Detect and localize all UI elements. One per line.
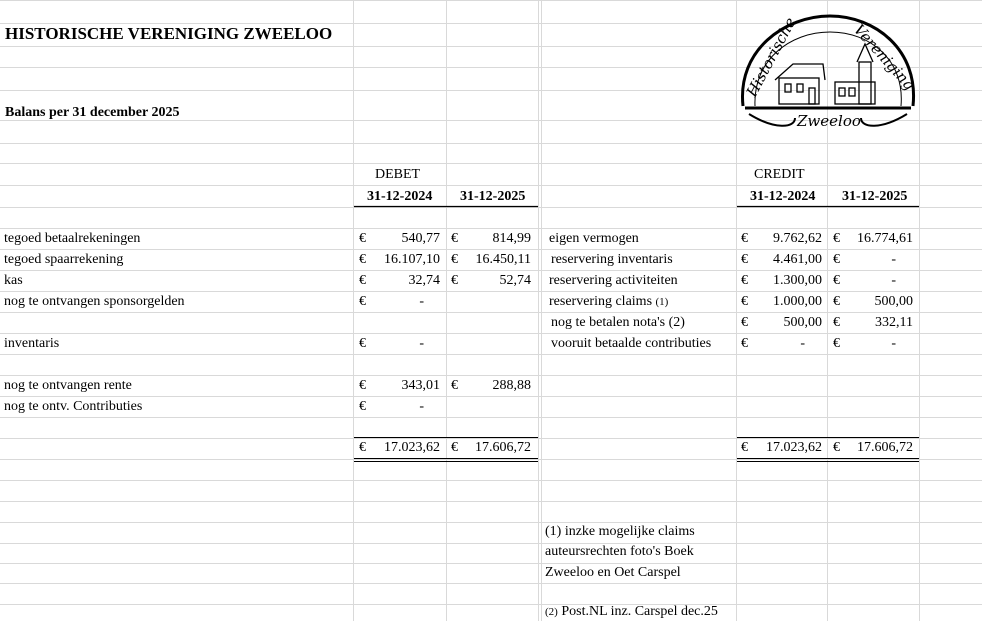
- credit-value-2024: -: [800, 336, 805, 351]
- footnote-ref: (1): [655, 296, 669, 308]
- euro-sign: €: [741, 440, 748, 455]
- logo-text-left: Historische: [742, 14, 800, 100]
- debet-col-2024: 31-12-2024: [367, 189, 433, 204]
- credit-value-2025: -: [891, 273, 896, 288]
- credit-value-2024: 500,00: [783, 315, 822, 330]
- logo-text-bottom: Zweeloo: [797, 112, 861, 130]
- debet-label: inventaris: [4, 336, 60, 351]
- debet-value-2024: 16.107,10: [384, 252, 440, 267]
- credit-label: reservering inventaris: [551, 252, 673, 267]
- debet-value-2024: -: [419, 336, 424, 351]
- credit-label: [549, 293, 668, 311]
- euro-sign: €: [451, 440, 458, 455]
- debet-value-2025: 288,88: [492, 378, 531, 393]
- euro-sign: €: [833, 440, 840, 455]
- euro-sign: €: [451, 231, 458, 246]
- euro-sign: €: [833, 315, 840, 330]
- debet-total-2024: 17.023,62: [384, 440, 440, 455]
- euro-sign: €: [359, 440, 366, 455]
- debet-value-2024: -: [419, 294, 424, 309]
- credit-col-2024: 31-12-2024: [750, 189, 816, 204]
- debet-label: tegoed spaarrekening: [4, 252, 124, 267]
- debet-label: nog te ontvangen sponsorgelden: [4, 294, 185, 309]
- footnote-1-line-2: auteursrechten foto's Boek: [545, 544, 694, 559]
- euro-sign: €: [741, 273, 748, 288]
- euro-sign: €: [451, 252, 458, 267]
- euro-sign: €: [833, 252, 840, 267]
- credit-col-2025: 31-12-2025: [842, 189, 908, 204]
- credit-value-2024: 4.461,00: [773, 252, 822, 267]
- credit-label-text: reservering claims: [549, 294, 653, 309]
- society-logo: [735, 10, 921, 132]
- euro-sign: €: [741, 231, 748, 246]
- euro-sign: €: [359, 252, 366, 267]
- euro-sign: €: [833, 231, 840, 246]
- euro-sign: €: [741, 294, 748, 309]
- euro-sign: €: [359, 231, 366, 246]
- debet-label: nog te ontvangen rente: [4, 378, 132, 393]
- debet-value-2024: 343,01: [401, 378, 440, 393]
- debet-value-2025: 16.450,11: [475, 252, 531, 267]
- debet-value-2024: 32,74: [408, 273, 440, 288]
- euro-sign: €: [741, 315, 748, 330]
- debet-col-2025: 31-12-2025: [460, 189, 526, 204]
- credit-label: eigen vermogen: [549, 231, 639, 246]
- page-title: HISTORISCHE VERENIGING ZWEELOO: [5, 24, 333, 43]
- euro-sign: €: [451, 378, 458, 393]
- balance-subtitle: Balans per 31 december 2025: [5, 105, 180, 120]
- euro-sign: €: [359, 294, 366, 309]
- footnote-2: [545, 603, 718, 621]
- euro-sign: €: [833, 294, 840, 309]
- footnote-1-line-3: Zweeloo en Oet Carspel: [545, 565, 681, 580]
- debet-value-2025: 52,74: [499, 273, 531, 288]
- footnote-2-text: Post.NL inz. Carspel dec.25: [561, 604, 718, 619]
- logo-text-right: Vereniging: [850, 20, 919, 94]
- debet-total-2025: 17.606,72: [475, 440, 531, 455]
- debet-label: nog te ontv. Contributies: [4, 399, 143, 414]
- credit-value-2024: 9.762,62: [773, 231, 822, 246]
- credit-total-2025: 17.606,72: [857, 440, 913, 455]
- credit-value-2025: 16.774,61: [857, 231, 913, 246]
- euro-sign: €: [833, 273, 840, 288]
- euro-sign: €: [833, 336, 840, 351]
- credit-value-2025: 500,00: [874, 294, 913, 309]
- euro-sign: €: [451, 273, 458, 288]
- euro-sign: €: [741, 336, 748, 351]
- debet-label: tegoed betaalrekeningen: [4, 231, 141, 246]
- credit-value-2025: -: [891, 252, 896, 267]
- euro-sign: €: [359, 273, 366, 288]
- footnote-2-ref: (2): [545, 606, 558, 618]
- credit-label: nog te betalen nota's (2): [551, 315, 685, 330]
- debet-value-2024: -: [419, 399, 424, 414]
- credit-header: CREDIT: [754, 167, 805, 182]
- euro-sign: €: [359, 378, 366, 393]
- euro-sign: €: [741, 252, 748, 267]
- debet-value-2024: 540,77: [401, 231, 440, 246]
- debet-label: kas: [4, 273, 23, 288]
- credit-value-2024: 1.000,00: [773, 294, 822, 309]
- credit-total-2024: 17.023,62: [766, 440, 822, 455]
- credit-label: reservering activiteiten: [549, 273, 678, 288]
- credit-label: vooruit betaalde contributies: [551, 336, 712, 351]
- footnote-1-line-1: (1) inzke mogelijke claims: [545, 524, 695, 539]
- credit-value-2025: 332,11: [875, 315, 913, 330]
- debet-value-2025: 814,99: [492, 231, 531, 246]
- euro-sign: €: [359, 399, 366, 414]
- euro-sign: €: [359, 336, 366, 351]
- credit-value-2025: -: [891, 336, 896, 351]
- credit-value-2024: 1.300,00: [773, 273, 822, 288]
- debet-header: DEBET: [375, 167, 421, 182]
